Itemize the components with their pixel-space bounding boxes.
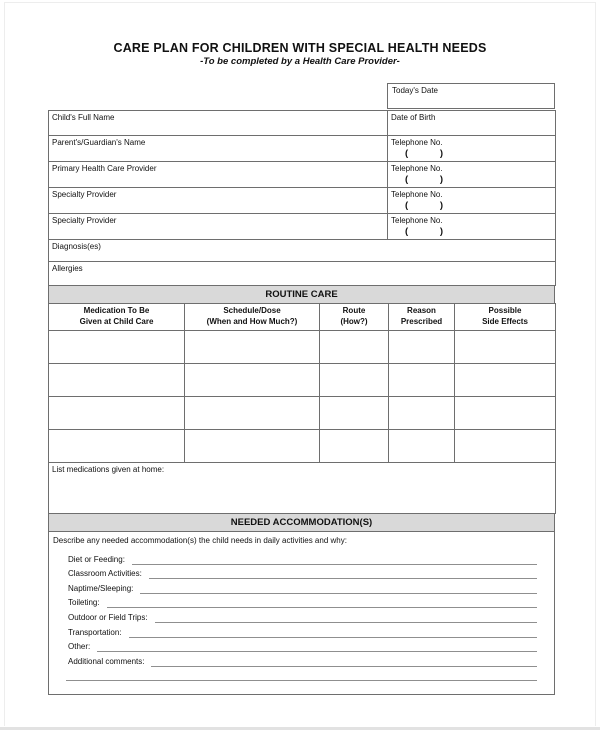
accommodation-row-transportation: Transportation:	[68, 623, 537, 638]
form-subtitle: -To be completed by a Health Care Provider-	[200, 56, 400, 67]
form-title: CARE PLAN FOR CHILDREN WITH SPECIAL HEALTH NEEDS	[113, 41, 487, 55]
blank-write-line	[97, 639, 537, 652]
telephone-label: Telephone No.	[391, 216, 443, 225]
todays-date-label: Today's Date	[392, 86, 438, 95]
blank-write-line	[140, 581, 537, 594]
accommodation-row-extra-line	[66, 667, 537, 682]
child-name-field: Child's Full Name	[49, 111, 388, 136]
telephone-parens: ( )	[405, 200, 443, 211]
telephone-label: Telephone No.	[391, 164, 443, 173]
table-row	[49, 188, 556, 214]
telephone-parens: ( )	[405, 226, 443, 237]
blank-write-line	[132, 552, 537, 565]
col-header-medication: Medication To Be Given at Child Care	[49, 304, 185, 331]
routine-care-header: ROUTINE CARE	[48, 285, 555, 304]
table-row	[49, 111, 556, 136]
medication-empty-row	[49, 397, 556, 430]
accommodation-row-naptime: Naptime/Sleeping:	[68, 579, 537, 594]
blank-write-line	[151, 654, 537, 667]
col-header-schedule: Schedule/Dose (When and How Much?)	[185, 304, 320, 331]
telephone-label: Telephone No.	[391, 138, 443, 147]
telephone-field	[388, 214, 556, 240]
table-row	[49, 214, 556, 240]
table-row	[49, 136, 556, 162]
blank-write-line	[129, 625, 537, 638]
telephone-label: Telephone No.	[391, 190, 443, 199]
home-medications-row	[49, 463, 556, 514]
guardian-name-field: Parent's/Guardian's Name	[49, 136, 388, 162]
col-header-side-effects: Possible Side Effects	[455, 304, 556, 331]
info-table	[48, 110, 556, 286]
medication-empty-row	[49, 430, 556, 463]
accommodation-row-diet: Diet or Feeding:	[68, 550, 537, 565]
form-content	[48, 83, 555, 695]
allergies-field: Allergies	[49, 262, 556, 286]
medication-empty-row	[49, 331, 556, 364]
home-medications-field: List medications given at home:	[49, 463, 556, 514]
accommodation-row-outdoor: Outdoor or Field Trips:	[68, 608, 537, 623]
accommodations-description: Describe any needed accommodation(s) the child needs in daily activities and why:	[53, 536, 347, 545]
col-header-route: Route (How?)	[320, 304, 389, 331]
medication-table	[48, 303, 556, 514]
table-row	[49, 162, 556, 188]
telephone-parens: ( )	[405, 174, 443, 185]
telephone-field	[388, 162, 556, 188]
accommodation-row-classroom: Classroom Activities:	[68, 565, 537, 580]
accommodation-row-toileting: Toileting:	[68, 594, 537, 609]
blank-write-line	[66, 668, 537, 681]
table-row	[49, 262, 556, 286]
accommodation-row-other: Other:	[68, 638, 537, 653]
accommodations-section	[48, 531, 555, 695]
accommodation-row-additional-comments: Additional comments:	[68, 652, 537, 667]
telephone-field	[388, 136, 556, 162]
date-of-birth-field: Date of Birth	[388, 111, 556, 136]
medication-table-header-row	[49, 304, 556, 331]
telephone-field	[388, 188, 556, 214]
specialty-provider-field: Specialty Provider	[49, 188, 388, 214]
blank-write-line	[149, 566, 537, 579]
blank-write-line	[155, 610, 537, 623]
blank-write-line	[107, 595, 537, 608]
medication-empty-row	[49, 364, 556, 397]
specialty-provider-field: Specialty Provider	[49, 214, 388, 240]
todays-date-field	[387, 83, 555, 109]
diagnosis-field: Diagnosis(es)	[49, 240, 556, 262]
col-header-reason: Reason Prescribed	[389, 304, 455, 331]
primary-provider-field: Primary Health Care Provider	[49, 162, 388, 188]
table-row	[49, 240, 556, 262]
needed-accommodations-header: NEEDED ACCOMMODATION(S)	[48, 513, 555, 532]
telephone-parens: ( )	[405, 148, 443, 159]
